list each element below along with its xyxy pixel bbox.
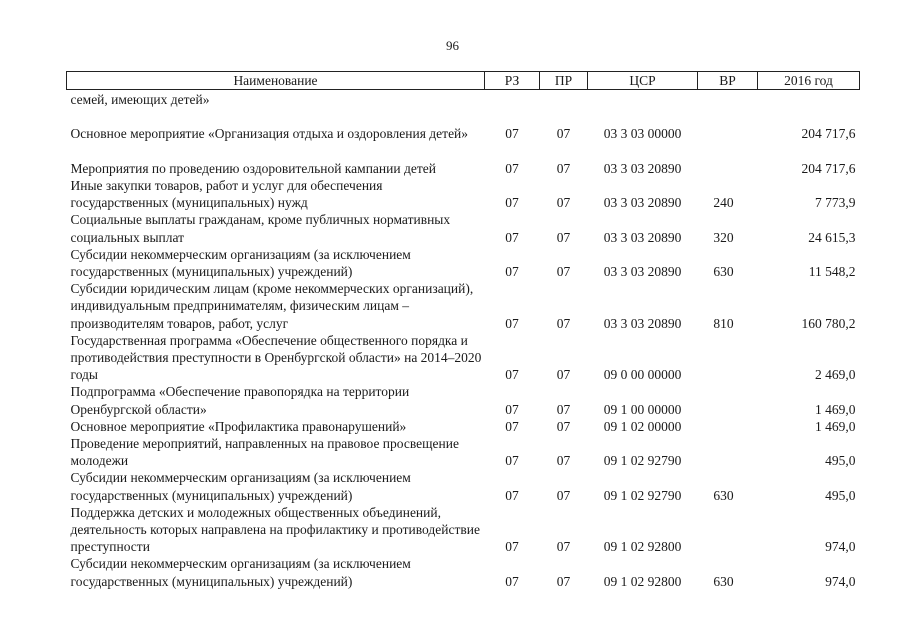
row-pr: 07: [556, 401, 571, 417]
table-row: [67, 435, 860, 469]
page-number: 96: [446, 38, 459, 53]
row-vr: [698, 418, 758, 435]
row-vr: [698, 90, 758, 109]
row-pr: 07: [556, 418, 571, 434]
row-csr: 09 1 02 92790: [603, 453, 682, 469]
table-row: [67, 280, 860, 332]
row-pr: 07: [556, 195, 571, 211]
row-name: Проведение мероприятий, направленных на правовое просвещение молодежи: [70, 436, 459, 469]
table-row: [67, 211, 860, 245]
table-row: [67, 504, 860, 556]
header-csr: ЦСР: [588, 72, 698, 90]
table-row: [67, 143, 860, 177]
row-csr: 09 1 00 00000: [603, 401, 682, 417]
row-rz: [485, 90, 540, 109]
row-vr: 240: [713, 195, 734, 211]
table-row: [67, 108, 860, 142]
row-amount: 974,0: [825, 539, 856, 555]
row-name: Субсидии юридическим лицам (кроме некоммерческих организаций), индивидуальным предпринимателям, физическим лицам – производителям товаров, работ, услуг: [70, 281, 474, 331]
row-pr: 07: [556, 126, 571, 142]
row-vr: 630: [713, 573, 734, 589]
row-rz: 07: [505, 264, 519, 279]
header-rz: РЗ: [485, 72, 540, 90]
row-vr: [698, 108, 758, 142]
row-amount: 204 717,6: [801, 126, 856, 142]
row-csr: 03 3 03 00000: [603, 126, 682, 142]
row-name: Основное мероприятие «Профилактика правонарушений»: [70, 418, 407, 434]
row-amount: 974,0: [825, 573, 856, 589]
table-row: [67, 177, 860, 211]
row-amount: 495,0: [825, 453, 856, 469]
budget-table: [66, 71, 860, 590]
row-amount: 204 717,6: [801, 160, 856, 176]
row-vr: 810: [713, 315, 734, 331]
row-vr: 630: [713, 264, 734, 279]
row-rz: 07: [505, 539, 519, 555]
row-csr: 09 1 02 92800: [603, 573, 682, 589]
row-csr: 09 1 02 92790: [603, 487, 682, 503]
row-amount: 24 615,3: [808, 229, 856, 245]
table-body: [67, 90, 860, 590]
row-name: Основное мероприятие «Организация отдыха и оздоровления детей»: [70, 126, 469, 142]
row-rz: 07: [505, 418, 519, 434]
row-pr: 07: [556, 453, 571, 469]
row-csr: [588, 90, 698, 109]
table-row: [67, 383, 860, 417]
row-csr: 09 1 02 92800: [603, 539, 682, 555]
row-vr: 630: [713, 487, 734, 503]
row-rz: 07: [505, 367, 519, 383]
row-pr: 07: [556, 264, 571, 279]
row-rz: 07: [505, 401, 519, 417]
row-amount: 1 469,0: [815, 401, 856, 417]
row-rz: 07: [505, 573, 519, 589]
row-amount: [758, 90, 860, 109]
row-csr: 03 3 03 20890: [603, 264, 682, 279]
table-row: [67, 332, 860, 384]
row-amount: 2 469,0: [815, 367, 856, 383]
row-rz: 07: [505, 315, 519, 331]
row-csr: 09 0 00 00000: [603, 367, 682, 383]
row-name: Социальные выплаты гражданам, кроме публичных нормативных социальных выплат: [70, 212, 451, 245]
row-name: Иные закупки товаров, работ и услуг для обеспечения государственных (муниципальных) нужд: [70, 177, 383, 211]
row-name: Поддержка детских и молодежных общественных объединений, деятельность которых направлена на профилактику и противодействие преступности: [70, 504, 480, 555]
row-vr: [698, 383, 758, 417]
row-amount: 495,0: [825, 487, 856, 503]
header-year: 2016 год: [758, 72, 860, 90]
row-vr: [698, 504, 758, 556]
row-name: Субсидии некоммерческим организациям (за исключением государственных (муниципальных) учреждений): [70, 470, 411, 503]
header-name: Наименование: [67, 72, 485, 90]
header-pr: ПР: [540, 72, 588, 90]
row-pr: 07: [556, 315, 571, 331]
row-rz: 07: [505, 487, 519, 503]
row-name: Субсидии некоммерческим организациям (за исключением государственных (муниципальных) учреждений): [70, 556, 411, 589]
row-name: семей, имеющих детей»: [70, 92, 210, 107]
row-rz: 07: [505, 126, 519, 142]
row-vr: 320: [713, 229, 734, 245]
row-csr: 03 3 03 20890: [603, 315, 682, 331]
row-vr: [698, 332, 758, 384]
row-csr: 03 3 03 20890: [603, 160, 682, 176]
row-csr: 03 3 03 20890: [603, 195, 682, 211]
row-csr: 03 3 03 20890: [603, 229, 682, 245]
row-name: Мероприятия по проведению оздоровительной кампании детей: [70, 160, 436, 176]
row-amount: 11 548,2: [808, 264, 856, 279]
row-name: Подпрограмма «Обеспечение правопорядка на территории Оренбургской области»: [70, 384, 410, 417]
table-row: [67, 246, 860, 280]
row-name: Субсидии некоммерческим организациям (за исключением государственных (муниципальных) учреждений): [70, 246, 411, 279]
row-rz: 07: [505, 195, 519, 211]
row-amount: 7 773,9: [815, 195, 856, 211]
table-header: [67, 72, 860, 90]
row-pr: 07: [556, 487, 571, 503]
row-pr: 07: [556, 160, 571, 176]
row-amount: 1 469,0: [815, 418, 856, 434]
table-row: [67, 90, 860, 109]
row-pr: 07: [556, 573, 571, 589]
row-pr: [540, 90, 588, 109]
row-pr: 07: [556, 229, 571, 245]
row-vr: [698, 435, 758, 469]
row-pr: 07: [556, 539, 571, 555]
row-rz: 07: [505, 453, 519, 469]
header-vr: ВР: [698, 72, 758, 90]
row-rz: 07: [505, 160, 519, 176]
row-name: Государственная программа «Обеспечение общественного порядка и противодействия преступности в Оренбургской области» на 2014–2020 годы: [70, 332, 482, 383]
row-pr: 07: [556, 367, 571, 383]
table-row: [67, 555, 860, 589]
table-row: [67, 418, 860, 435]
row-vr: [698, 143, 758, 177]
row-csr: 09 1 02 00000: [603, 418, 682, 434]
row-amount: 160 780,2: [801, 315, 856, 331]
row-rz: 07: [505, 229, 519, 245]
table-row: [67, 469, 860, 503]
